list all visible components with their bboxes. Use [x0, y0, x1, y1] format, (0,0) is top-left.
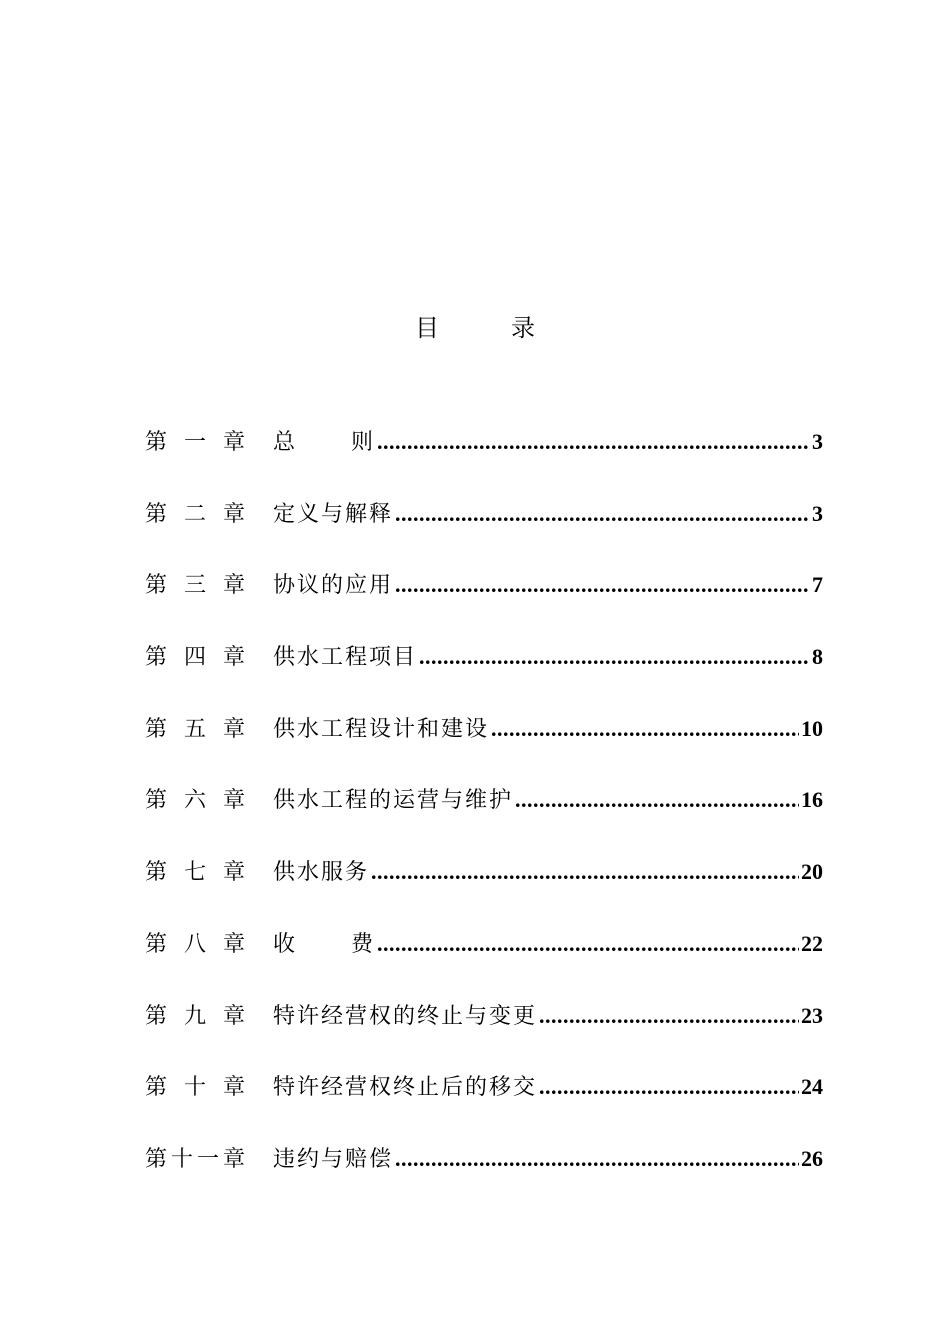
- toc-entry[interactable]: [145, 711, 823, 747]
- toc-chapter-heading: 供水工程项目: [273, 645, 418, 671]
- toc-chapter-char: 章: [222, 931, 245, 957]
- toc-chapter-char: 第: [145, 1003, 168, 1029]
- toc-entry[interactable]: [145, 567, 823, 603]
- toc-entry[interactable]: [145, 926, 823, 962]
- toc-chapter-char: 一: [183, 430, 206, 455]
- toc-chapter-heading: 定义与解释: [273, 501, 394, 527]
- toc-chapter-number: [145, 425, 273, 461]
- toc-chapter-char: 九: [183, 1003, 206, 1029]
- toc-chapter-heading: [273, 425, 375, 461]
- toc-page-number: 20: [801, 859, 823, 885]
- toc-chapter-char: 第: [145, 430, 168, 455]
- toc-entry[interactable]: [145, 998, 823, 1034]
- toc-page-number: 16: [801, 787, 823, 813]
- toc-chapter-number: [145, 1070, 273, 1106]
- toc-chapter-char: 第: [145, 931, 168, 957]
- toc-page-number: 23: [801, 1002, 823, 1028]
- toc-chapter-char: 章: [222, 573, 245, 599]
- toc-dot-leader: [539, 1069, 799, 1105]
- toc-chapter-char: 四: [183, 645, 206, 671]
- toc-title: [0, 310, 950, 346]
- toc-dot-leader: [515, 782, 799, 818]
- toc-page-number: 22: [801, 930, 823, 956]
- toc-chapter-number: [145, 783, 273, 819]
- toc-chapter-number: [145, 927, 273, 963]
- toc-dot-leader: [395, 567, 810, 603]
- toc-chapter-char: 第: [145, 645, 168, 671]
- toc-page-number: 3: [812, 500, 823, 526]
- toc-title-char-2: 录: [511, 314, 535, 342]
- toc-chapter-char: 三: [183, 573, 206, 599]
- toc-chapter-char: 第: [145, 501, 168, 527]
- toc-chapter-number: [145, 640, 273, 676]
- toc-chapter-char: 第: [145, 1146, 168, 1172]
- toc-dot-leader: [395, 496, 810, 532]
- toc-chapter-heading: 供水服务: [273, 860, 370, 886]
- toc-chapter-heading: 违约与赔偿: [273, 1146, 394, 1172]
- toc-chapter-heading: [273, 927, 375, 963]
- toc-chapter-char: 十: [183, 1075, 206, 1101]
- toc-chapter-char: 六: [183, 788, 206, 814]
- toc-chapter-char: 章: [222, 645, 245, 671]
- toc-chapter-char: 七: [183, 860, 206, 886]
- toc-chapter-char: 章: [222, 788, 245, 814]
- toc-heading-part: 总: [273, 430, 298, 455]
- toc-heading-part: 费: [351, 931, 376, 957]
- toc-chapter-heading: 特许经营权的终止与变更: [273, 1003, 538, 1029]
- toc-chapter-heading: 供水工程设计和建设: [273, 716, 490, 742]
- toc-chapter-heading: 特许经营权终止后的移交: [273, 1075, 538, 1101]
- toc-chapter-number: [145, 568, 273, 604]
- toc-chapter-heading: 供水工程的运营与维护: [273, 788, 514, 814]
- toc-dot-leader: [419, 639, 810, 675]
- toc-heading-part: 则: [351, 430, 376, 455]
- toc-chapter-char: 一: [196, 1146, 219, 1172]
- toc-page-number: 24: [801, 1074, 823, 1100]
- toc-chapter-char: 二: [183, 501, 206, 527]
- toc-chapter-char: 八: [183, 931, 206, 957]
- toc-dot-leader: [395, 1141, 799, 1177]
- toc-chapter-heading: 协议的应用: [273, 573, 394, 599]
- toc-page-number: 3: [812, 429, 823, 454]
- toc-entry[interactable]: [145, 424, 823, 460]
- toc-chapter-char: 章: [222, 1075, 245, 1101]
- toc-entry[interactable]: [145, 496, 823, 532]
- toc-chapter-char: 第: [145, 788, 168, 814]
- toc-chapter-char: 章: [222, 1003, 245, 1029]
- toc-title-char-1: 目: [415, 314, 439, 342]
- toc-chapter-char: 第: [145, 573, 168, 599]
- toc-chapter-char: 章: [222, 1146, 245, 1172]
- toc-chapter-char: 章: [222, 860, 245, 886]
- toc-entry[interactable]: [145, 639, 823, 675]
- toc-chapter-char: 第: [145, 716, 168, 742]
- toc-page-number: 26: [801, 1145, 823, 1171]
- toc-chapter-char: 五: [183, 716, 206, 742]
- toc-chapter-char: 章: [222, 716, 245, 742]
- toc-entry[interactable]: [145, 1069, 823, 1105]
- toc-chapter-char: 第: [145, 860, 168, 886]
- toc-chapter-char: 章: [222, 430, 245, 455]
- toc-chapter-char: 章: [222, 501, 245, 527]
- toc-page-number: 10: [801, 715, 823, 741]
- toc-dot-leader: [539, 998, 799, 1034]
- toc-dot-leader: [377, 926, 799, 962]
- toc-list: [145, 424, 823, 1213]
- toc-dot-leader: [377, 424, 810, 460]
- toc-dot-leader: [491, 711, 799, 747]
- toc-chapter-number: [145, 712, 273, 748]
- toc-chapter-number: [145, 497, 273, 533]
- toc-dot-leader: [371, 854, 799, 890]
- toc-chapter-number: [145, 855, 273, 891]
- toc-chapter-char: 十: [170, 1146, 193, 1172]
- toc-chapter-number: [145, 999, 273, 1035]
- toc-chapter-number: [145, 1142, 273, 1178]
- toc-entry[interactable]: [145, 782, 823, 818]
- toc-heading-part: 收: [273, 931, 298, 957]
- toc-entry[interactable]: [145, 854, 823, 890]
- toc-chapter-char: 第: [145, 1075, 168, 1101]
- toc-entry[interactable]: [145, 1141, 823, 1177]
- toc-page-number: 8: [812, 644, 823, 670]
- toc-page-number: 7: [812, 572, 823, 598]
